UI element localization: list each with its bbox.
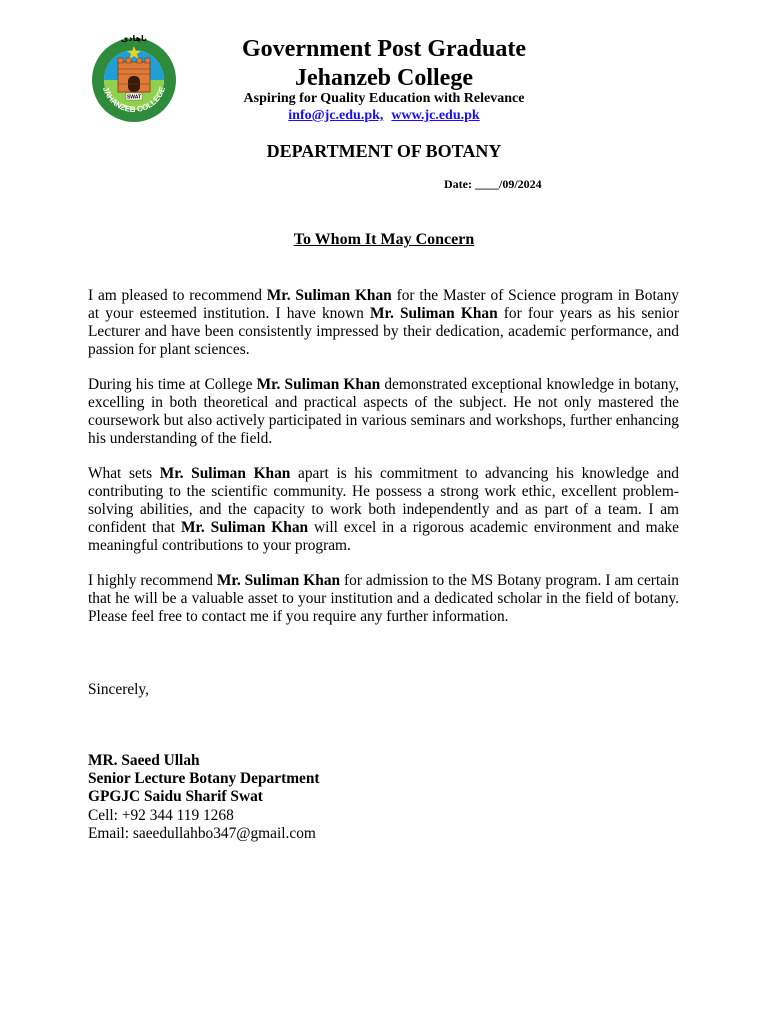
text: apart is his commitment to advancing his knowledge and contributing to the scientific community. He possess a strong work ethic, excellent problem-solving abilities, and the capacity to work both independently and as part of a team. I am confident that <box>88 465 679 536</box>
paragraph-2 <box>88 376 679 448</box>
contact-links <box>184 108 584 124</box>
closing: Sincerely, <box>88 681 149 698</box>
text: for four years as his senior Lecturer and have been consistently impressed by their dedication, academic performance, and passion for plant sciences. <box>88 305 680 358</box>
student-name: Mr. Suliman Khan <box>370 305 498 322</box>
logo-ring-text: JAHANZEB COLLEGE <box>100 85 168 115</box>
signature-block <box>88 752 320 843</box>
text: During his time at College <box>88 376 257 393</box>
text: I highly recommend <box>88 572 217 589</box>
signer-email: Email: saeedullahbo347@gmail.com <box>88 824 316 842</box>
logo-top-text: باهادی <box>121 34 147 43</box>
letter-subject: To Whom It May Concern <box>293 231 475 248</box>
letter-body <box>88 287 679 643</box>
text: will excel in a rigorous academic environment and make meaningful contributions to your program. <box>88 519 679 554</box>
signer-cell: Cell: +92 344 119 1268 <box>88 806 234 824</box>
college-tagline: Aspiring for Quality Education with Relevance <box>243 91 525 106</box>
castle-icon <box>118 58 150 92</box>
signer-name: MR. Saeed Ullah <box>88 752 200 769</box>
college-name-line2: Jehanzeb College <box>295 65 473 91</box>
text: demonstrated exceptional knowledge in botany, excelling in both theoretical and practical aspects of the subject. He not only mastered the coursework but also actively participated in various seminars and workshops, further enhancing his understanding of the field. <box>88 376 679 447</box>
paragraph-3 <box>88 465 679 555</box>
paragraph-4 <box>88 572 679 626</box>
paragraph-1 <box>88 287 679 359</box>
student-name: Mr. Suliman Khan <box>216 572 341 589</box>
college-logo <box>90 32 178 124</box>
student-name: Mr. Suliman Khan <box>266 287 392 304</box>
text: What sets <box>88 465 160 482</box>
student-name: Mr. Suliman Khan <box>159 465 291 482</box>
letter-date: Date: ____/09/2024 <box>444 177 542 191</box>
email-link[interactable]: info@jc.edu.pk, <box>288 108 384 123</box>
department-heading: DEPARTMENT OF BOTANY <box>266 141 502 161</box>
logo-badge-text: SWAT <box>126 94 142 101</box>
text: I am pleased to recommend <box>88 287 267 304</box>
signer-institution: GPGJC Saidu Sharif Swat <box>88 788 263 806</box>
signer-title: Senior Lecture Botany Department <box>88 770 320 788</box>
student-name: Mr. Suliman Khan <box>256 376 381 393</box>
text: for admission to the MS Botany program. I am certain that he will be a valuable asset to your institution and a dedicated scholar in the field of botany. Please feel free to contact me if you require any further information. <box>88 572 679 625</box>
website-link[interactable]: www.jc.edu.pk <box>391 108 480 123</box>
text: for the Master of Science program in Botany at your esteemed institution. I have known <box>88 287 680 322</box>
student-name: Mr. Suliman Khan <box>180 519 309 536</box>
college-name-line1: Government Post Graduate <box>242 36 526 62</box>
